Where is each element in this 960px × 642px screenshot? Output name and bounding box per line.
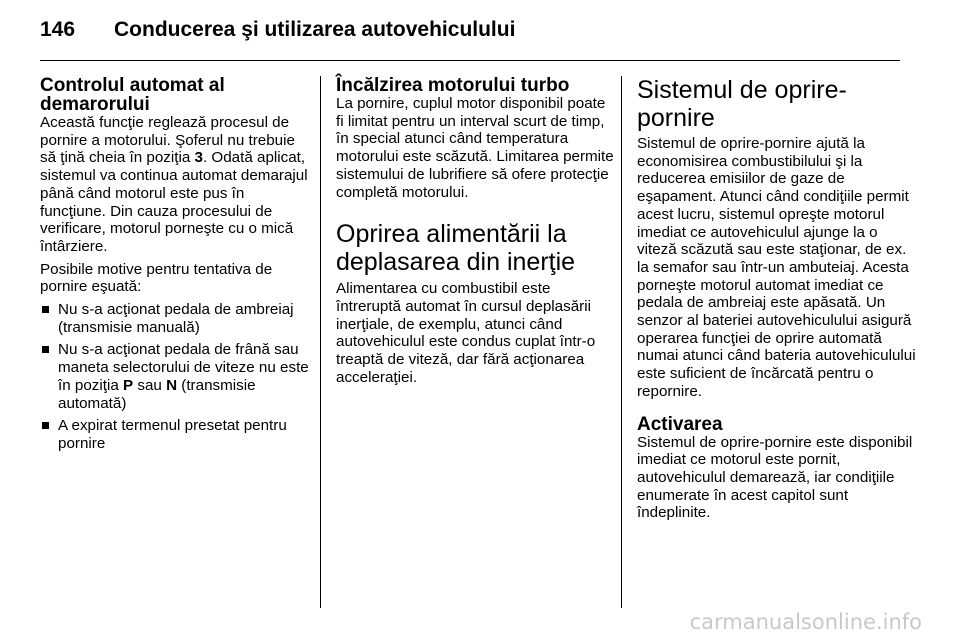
header-rule [40, 60, 900, 61]
list-item [40, 341, 312, 412]
section-heading-starter-control: Controlul automat al demarorului [40, 75, 225, 115]
list-item [40, 301, 312, 336]
square-bullet-icon [42, 422, 49, 429]
paragraph-stop-start: Sistemul de oprire-pornire ajută la economisirea combustibilului şi la reducerea emisiilor de gaze de eşapament. Atunci când condiţiile permit acest lucru, sistemul opreşte motorul imediat ce autovehiculul ajunge la o viteză scăzută sau este staţionar, de ex. la semafor sau într-un ambuteiaj. Acesta porneşte motorul automat imediat ce pedala de ambreiaj este apăsată. Un senzor al bateriei autovehiculului asigură operarea funcţiei de oprire automată numai atunci când bateria autovehiculului este suficient de încărcată pentru o repornire. [637, 135, 916, 400]
section-heading-activation: Activarea [637, 413, 723, 435]
list-item-text: sau [133, 376, 167, 394]
square-bullet-icon [42, 346, 49, 353]
column-divider-right [621, 76, 622, 608]
section-heading-fuel-cutoff: Oprirea alimentării la deplasarea din inerţie [336, 220, 576, 277]
list-item [40, 417, 312, 452]
watermark: carmanualsonline.info [689, 610, 922, 634]
square-bullet-icon [42, 306, 49, 313]
column-left [40, 76, 312, 453]
section-heading-stop-start: Sistemul de oprire-pornire [637, 76, 847, 132]
failed-start-reasons-list [40, 301, 312, 453]
page-header [40, 18, 515, 48]
paragraph-fuel-cutoff: Alimentarea cu combustibil este întreruptă automat în cursul deplasării inerţiale, de exemplu, atunci când autovehiculul este condus cuplat într-o treaptă de viteză, dar fără acţionarea acceleraţiei. [336, 280, 596, 386]
list-item-text: Nu s-a acţionat pedala de frână sau maneta selectorului de viteze nu este în poziţia [58, 341, 309, 394]
page-title: Conducerea şi utilizarea autovehiculului [114, 18, 516, 41]
key-position: 3 [194, 149, 203, 167]
paragraph-turbo: La pornire, cuplul motor disponibil poate fi limitat pentru un interval scurt de timp, în special atunci când temperatura motorului este scăzută. Limitarea permite sistemului de lubrifiere să ofere protecţie completă motorului. [336, 95, 614, 201]
column-divider-left [320, 76, 321, 608]
section-heading-turbo: Încălzirea motorului turbo [336, 75, 570, 96]
paragraph-activation: Sistemul de oprire-pornire este disponibil imediat ce motorul este pornit, autovehiculul demarează, iar condiţiile enumerate în acest capitol sunt îndeplinite. [637, 433, 913, 522]
column-right [637, 76, 919, 522]
list-item-text: A expirat termenul presetat pentru pornire [58, 417, 287, 452]
page-number: 146 [40, 18, 76, 41]
paragraph-text: . Odată aplicat, sistemul va continua automat demarajul până când motorul este pus în funcţiune. Din cauza procesului de verificare, motorul porneşte cu o mică întârziere. [40, 149, 308, 255]
column-middle [336, 76, 614, 386]
paragraph-text: Această funcţie reglează procesul de pornire a motorului. Şoferul nu trebuie să ţină cheia în poziţia [40, 114, 295, 167]
paragraph-starter-control [40, 114, 312, 256]
gear-position: N [166, 376, 178, 394]
list-item-text: (transmisie automată) [58, 376, 256, 412]
list-item-text: Nu s-a acţionat pedala de ambreiaj (transmisie manuală) [58, 301, 294, 336]
gear-position: P [123, 376, 134, 394]
paragraph-failed-start: Posibile motive pentru tentativa de pornire eşuată: [40, 260, 273, 296]
